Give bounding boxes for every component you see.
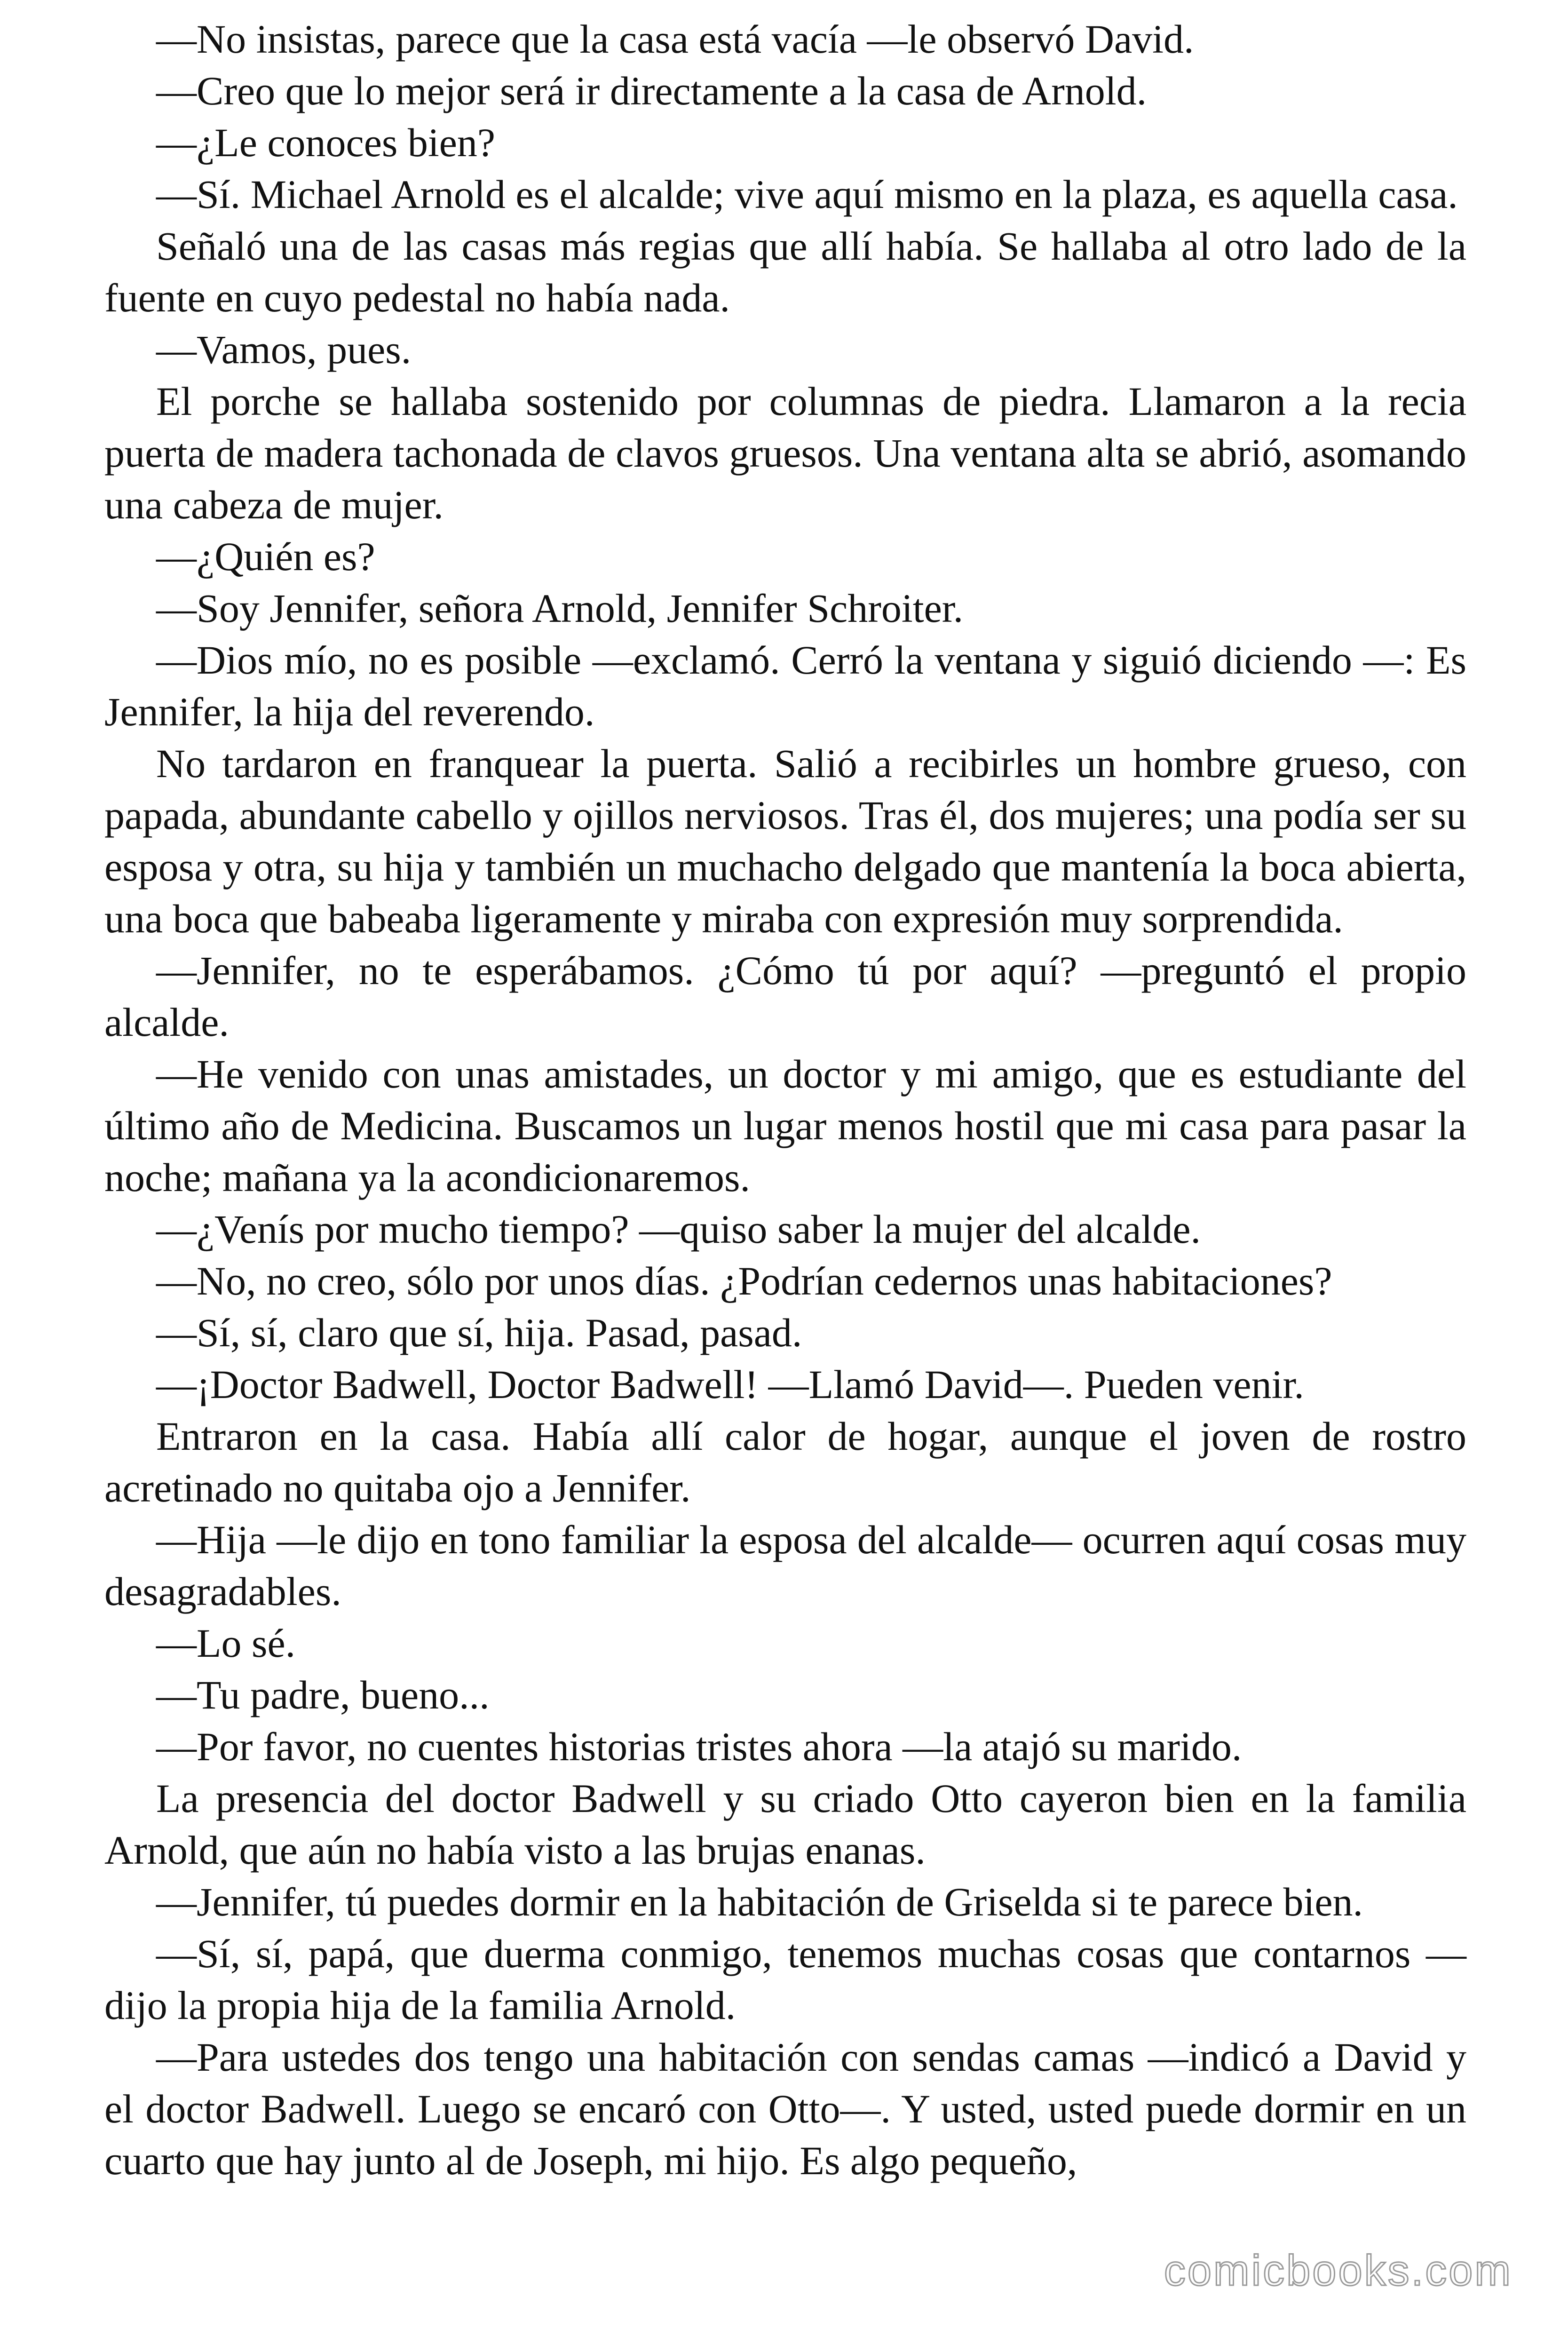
paragraph: —Jennifer, tú puedes dormir en la habitación de Griselda si te parece bien. bbox=[156, 1879, 1363, 1924]
paragraph: Entraron en la casa. Había allí calor de hogar, aunque el joven de rostro acretinado no quitaba ojo a Jennifer. bbox=[104, 1414, 1466, 1510]
paragraph: —No, no creo, sólo por unos días. ¿Podrían cedernos unas habitaciones? bbox=[156, 1258, 1332, 1303]
paragraph: —Tu padre, bueno... bbox=[156, 1672, 490, 1717]
paragraph: —¿Venís por mucho tiempo? —quiso saber la mujer del alcalde. bbox=[156, 1207, 1201, 1252]
paragraph: La presencia del doctor Badwell y su criado Otto cayeron bien en la familia Arnold, que aún no había visto a las brujas enanas. bbox=[104, 1776, 1466, 1873]
paragraph: El porche se hallaba sostenido por columnas de piedra. Llamaron a la recia puerta de madera tachonada de clavos gruesos. Una ventana alta se abrió, asomando una cabeza de mujer. bbox=[104, 379, 1466, 527]
paragraph: No tardaron en franquear la puerta. Salió a recibirles un hombre grueso, con papada, abundante cabello y ojillos nerviosos. Tras él, dos mujeres; una podía ser su esposa y otra, su hija y también un muchacho delgado que mantenía la boca abierta, una boca que babeaba ligeramente y miraba con expresión muy sorprendida. bbox=[104, 741, 1466, 941]
paragraph: —He venido con unas amistades, un doctor y mi amigo, que es estudiante del último año de Medicina. Buscamos un lugar menos hostil que mi casa para pasar la noche; mañana ya la acondicionaremos. bbox=[104, 1051, 1466, 1200]
paragraph: —Sí. Michael Arnold es el alcalde; vive aquí mismo en la plaza, es aquella casa. bbox=[156, 172, 1458, 217]
paragraph: Señaló una de las casas más regias que allí había. Se hallaba al otro lado de la fuente en cuyo pedestal no había nada. bbox=[104, 223, 1466, 320]
paragraph: —Sí, sí, claro que sí, hija. Pasad, pasad. bbox=[156, 1310, 802, 1355]
page-text bbox=[104, 13, 1466, 2186]
paragraph: —Por favor, no cuentes historias tristes ahora —la atajó su marido. bbox=[156, 1724, 1242, 1769]
paragraph: —¿Quién es? bbox=[156, 534, 375, 579]
paragraph: —Sí, sí, papá, que duerma conmigo, tenemos muchas cosas que contarnos —dijo la propia hija de la familia Arnold. bbox=[104, 1931, 1466, 2028]
paragraph: —Creo que lo mejor será ir directamente a la casa de Arnold. bbox=[156, 68, 1147, 113]
paragraph: —Soy Jennifer, señora Arnold, Jennifer Schroiter. bbox=[156, 586, 964, 631]
paragraph: —¡Doctor Badwell, Doctor Badwell! —Llamó David—. Pueden venir. bbox=[156, 1362, 1304, 1407]
paragraph: —Jennifer, no te esperábamos. ¿Cómo tú por aquí? —preguntó el propio alcalde. bbox=[104, 948, 1466, 1045]
paragraph: —Lo sé. bbox=[156, 1621, 296, 1666]
paragraph: —Para ustedes dos tengo una habitación con sendas camas —indicó a David y el doctor Badwell. Luego se encaró con Otto—. Y usted, usted puede dormir en un cuarto que hay junto al de Joseph, mi hijo. Es algo pequeño, bbox=[104, 2034, 1466, 2183]
paragraph: —Dios mío, no es posible —exclamó. Cerró la ventana y siguió diciendo —: Es Jennifer, la hija del reverendo. bbox=[104, 637, 1466, 734]
paragraph: —Hija —le dijo en tono familiar la esposa del alcalde— ocurren aquí cosas muy desagradables. bbox=[104, 1517, 1466, 1614]
watermark: comicbooks.com bbox=[1164, 2247, 1513, 2295]
paragraph: —Vamos, pues. bbox=[156, 327, 412, 372]
paragraph: —¿Le conoces bien? bbox=[156, 120, 496, 165]
paragraph: —No insistas, parece que la casa está vacía —le observó David. bbox=[156, 16, 1194, 62]
